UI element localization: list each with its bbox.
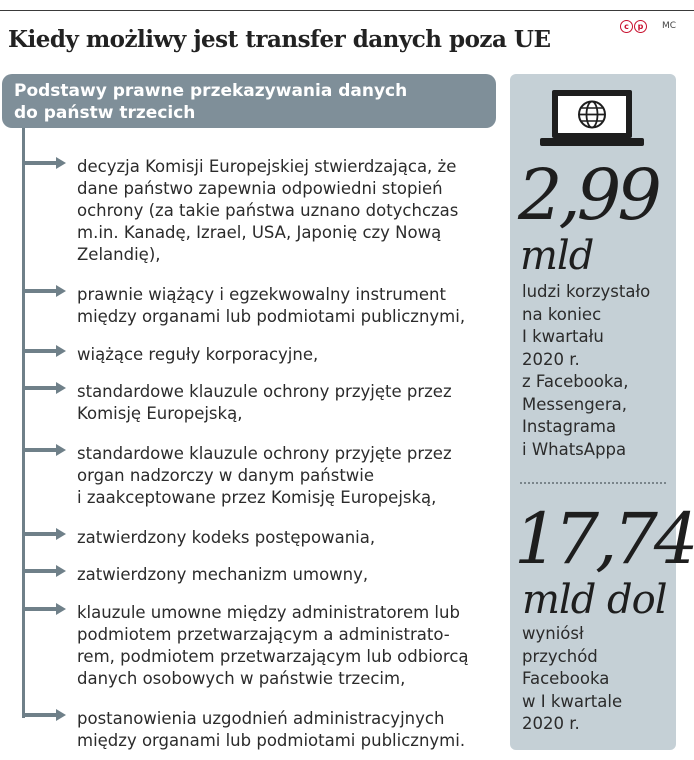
- stat-description-line: na koniec: [522, 304, 602, 324]
- list-item-line: zatwierdzony kodeks postępowania,: [77, 528, 376, 547]
- list-item-line: zatwierdzony mechanizm umowny,: [77, 565, 369, 584]
- logo-letter-c: c: [620, 20, 633, 33]
- list-item-line: rem, podmiotem przetwarzającym lub odbiorcą: [77, 647, 469, 666]
- stat-description-line: i WhatsAppa: [522, 439, 627, 459]
- stat-users-unit: mld: [520, 233, 594, 279]
- stat-description-line: Instagrama: [522, 417, 617, 436]
- stat-description-line: 2020 r.: [522, 349, 580, 369]
- list-item-line: ochrony (za takie państwa uznano dotychczas: [77, 201, 459, 220]
- list-item-text: [77, 156, 458, 266]
- arrow-right-icon: [22, 708, 66, 722]
- arrow-right-icon: [22, 284, 66, 298]
- arrow-right-icon: [22, 156, 66, 170]
- stat-description-line: Facebooka: [522, 669, 610, 688]
- stat-description-line: I kwartału: [522, 327, 604, 346]
- arrow-right-icon: [22, 344, 66, 358]
- list-item-text: [77, 284, 465, 328]
- stat-description-line: 2020 r.: [522, 714, 580, 733]
- publisher-logo: [620, 20, 647, 33]
- list-item-line: między organami lub podmiotami publicznymi,: [77, 307, 466, 326]
- list-item-line: między organami lub podmiotami publicznymi.: [77, 731, 466, 750]
- list-item-line: standardowe klauzule ochrony przyjęte przez: [77, 382, 452, 401]
- list-item-line: standardowe klauzule ochrony przyjęte przez: [77, 444, 452, 463]
- list-item-line: dane państwo zapewnia odpowiedni stopień: [77, 179, 443, 198]
- laptop-globe-icon: [540, 88, 644, 148]
- list-item-text: [77, 527, 375, 549]
- list-item-text: [77, 708, 465, 752]
- list-item-line: podmiotem przetwarzającym a administrato-: [77, 625, 450, 644]
- stat-description-line: ludzi korzystało: [522, 282, 651, 301]
- list-item-text: [77, 344, 318, 366]
- tree-connector-line: [22, 128, 25, 718]
- stat-description-line: przychód: [522, 646, 598, 666]
- author-credit: MC: [662, 21, 677, 31]
- stat-users-value: 2,99: [518, 154, 658, 236]
- stat-revenue-value: 17,74: [514, 498, 694, 580]
- section-header: [2, 74, 496, 128]
- list-item-line: Zelandię),: [77, 245, 161, 264]
- top-rule: [0, 10, 694, 11]
- stat-description-line: Messengera,: [522, 394, 627, 414]
- stat2-text: [522, 623, 622, 736]
- list-item-line: wiążące reguły korporacyjne,: [77, 345, 319, 364]
- stat-description-line: z Facebooka,: [522, 372, 629, 391]
- list-item-line: organ nadzorczy w danym państwie: [77, 466, 375, 485]
- list-item-line: m.in. Kanadę, Izrael, USA, Japonię czy Nową: [77, 223, 442, 242]
- list-item-line: i zaakceptowane przez Komisję Europejską,: [77, 488, 437, 507]
- stat-revenue-unit: mld dol: [522, 577, 667, 623]
- section-header-line: do państw trzecich: [14, 103, 196, 123]
- stat-description-line: wyniósł: [522, 624, 584, 643]
- section-header-line: Podstawy prawne przekazywania danych: [14, 81, 408, 101]
- arrow-right-icon: [22, 381, 66, 395]
- list-item-text: [77, 602, 469, 690]
- list-item-line: postanowienia uzgodnień administracyjnych: [77, 709, 445, 728]
- arrow-right-icon: [22, 527, 66, 541]
- list-item-text: [77, 381, 452, 425]
- stat1-text: [522, 281, 650, 461]
- dotted-divider: [520, 482, 666, 484]
- arrow-right-icon: [22, 564, 66, 578]
- arrow-right-icon: [22, 602, 66, 616]
- list-item-text: [77, 564, 368, 586]
- stat-description-line: w I kwartale: [522, 691, 623, 711]
- list-item-line: Komisję Europejską,: [77, 404, 243, 423]
- page-title: Kiedy możliwy jest transfer danych poza UE: [8, 26, 551, 53]
- list-item-line: danych osobowych w państwie trzecim,: [77, 669, 406, 688]
- list-item-line: klauzule umowne między administratorem lub: [77, 603, 460, 622]
- list-item-text: [77, 443, 452, 509]
- logo-letter-p: p: [634, 20, 647, 33]
- list-item-line: decyzja Komisji Europejskiej stwierdzająca, że: [77, 157, 457, 176]
- arrow-right-icon: [22, 443, 66, 457]
- list-item-line: prawnie wiążący i egzekwowalny instrument: [77, 285, 446, 304]
